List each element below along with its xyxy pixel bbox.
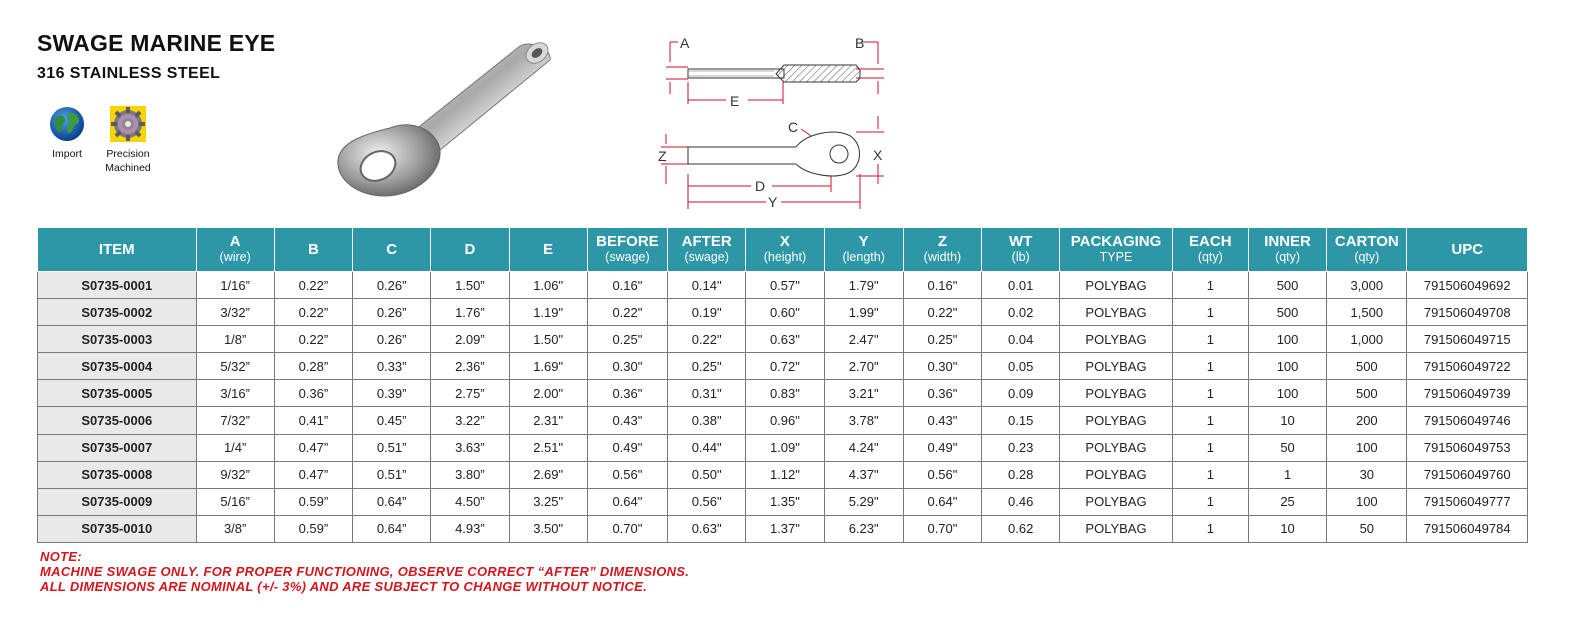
table-cell: 1.06" [509, 272, 587, 299]
table-cell: 791506049708 [1407, 299, 1528, 326]
table-cell: 50 [1248, 434, 1326, 461]
item-number-cell: S0735-0008 [38, 461, 197, 488]
note-heading: NOTE: [40, 549, 82, 564]
column-header-label: INNER [1264, 233, 1311, 250]
table-cell: 0.26” [353, 299, 431, 326]
table-cell: 30 [1327, 461, 1407, 488]
item-number-cell: S0735-0003 [38, 326, 197, 353]
column-header [38, 228, 197, 272]
table-cell: 25 [1248, 488, 1326, 515]
table-cell: 0.15 [982, 407, 1060, 434]
table-cell: POLYBAG [1060, 353, 1172, 380]
table-cell: 1 [1172, 380, 1248, 407]
column-header-sublabel: (height) [763, 250, 807, 264]
note-block [40, 549, 689, 594]
table-cell: 0.26” [353, 326, 431, 353]
table-cell: 0.64” [353, 515, 431, 542]
column-header-label: C [386, 240, 398, 258]
table-cell: 791506049746 [1407, 407, 1528, 434]
table-cell: 100 [1248, 380, 1326, 407]
column-header-label: A [229, 233, 241, 250]
column-header-sublabel: (qty) [1197, 250, 1223, 264]
table-cell: POLYBAG [1060, 326, 1172, 353]
column-header-sublabel: (qty) [1275, 250, 1301, 264]
table-cell: 1 [1172, 515, 1248, 542]
gear-icon [110, 106, 146, 142]
column-header [509, 228, 587, 272]
table-cell: 0.22" [903, 299, 981, 326]
table-cell: 0.56" [903, 461, 981, 488]
table-cell: 0.44" [668, 434, 746, 461]
table-cell: 0.64" [587, 488, 667, 515]
table-cell: 1/16” [196, 272, 274, 299]
column-header-sublabel: (lb) [1011, 250, 1030, 264]
column-header-sublabel: (length) [842, 250, 885, 264]
table-row [38, 326, 1528, 353]
table-cell: 2.75” [431, 380, 509, 407]
column-header-label: BEFORE [596, 233, 659, 250]
table-cell: 1 [1172, 407, 1248, 434]
table-cell: 0.19" [668, 299, 746, 326]
table-cell: 5/16” [196, 488, 274, 515]
table-cell: 1.35" [746, 488, 824, 515]
table-cell: 1.09" [746, 434, 824, 461]
label-z: Z [658, 148, 667, 164]
table-cell: 2.51" [509, 434, 587, 461]
table-cell: 0.33” [353, 353, 431, 380]
table-cell: POLYBAG [1060, 461, 1172, 488]
column-header-sublabel: (swage) [684, 250, 729, 264]
table-cell: 3/32” [196, 299, 274, 326]
table-cell: 1,500 [1327, 299, 1407, 326]
page-subtitle: 316 STAINLESS STEEL [37, 65, 221, 82]
table-cell: 1.76” [431, 299, 509, 326]
column-header [1407, 228, 1528, 272]
table-cell: 1.19" [509, 299, 587, 326]
table-cell: 0.51” [353, 461, 431, 488]
column-header [587, 228, 667, 272]
column-header [196, 228, 274, 272]
table-cell: 2.47" [824, 326, 903, 353]
table-cell: 791506049692 [1407, 272, 1528, 299]
table-cell: 2.70" [824, 353, 903, 380]
table-cell: 2.36” [431, 353, 509, 380]
label-b: B [855, 35, 865, 51]
table-cell: 0.09 [982, 380, 1060, 407]
column-header-label: Y [858, 233, 869, 250]
table-cell: 0.22” [274, 272, 352, 299]
column-header-label: CARTON [1334, 233, 1399, 250]
column-header [668, 228, 746, 272]
table-cell: POLYBAG [1060, 380, 1172, 407]
item-number-cell: S0735-0001 [38, 272, 197, 299]
dimension-diagram [656, 34, 896, 214]
table-cell: 0.64" [903, 488, 981, 515]
table-cell: 100 [1327, 488, 1407, 515]
table-cell: 0.50" [668, 461, 746, 488]
item-number-cell: S0735-0005 [38, 380, 197, 407]
column-header-label: ITEM [98, 240, 135, 258]
table-cell: 500 [1327, 353, 1407, 380]
item-number-cell: S0735-0009 [38, 488, 197, 515]
column-header-sublabel: (qty) [1354, 250, 1380, 264]
column-header-label: X [779, 233, 790, 250]
column-header [824, 228, 903, 272]
table-cell: 0.14" [668, 272, 746, 299]
table-cell: 500 [1248, 272, 1326, 299]
table-cell: 1,000 [1327, 326, 1407, 353]
column-header-label: WT [1009, 233, 1033, 250]
table-cell: POLYBAG [1060, 488, 1172, 515]
table-cell: 1.12" [746, 461, 824, 488]
table-cell: 0.46 [982, 488, 1060, 515]
column-header [1327, 228, 1407, 272]
table-cell: 1.69" [509, 353, 587, 380]
table-cell: 2.69" [509, 461, 587, 488]
import-badge [42, 106, 92, 161]
table-cell: 791506049777 [1407, 488, 1528, 515]
globe-icon [49, 106, 85, 142]
table-cell: 1/4” [196, 434, 274, 461]
item-number-cell: S0735-0006 [38, 407, 197, 434]
column-header-label: D [464, 240, 476, 258]
table-cell: 1/8” [196, 326, 274, 353]
table-cell: 0.04 [982, 326, 1060, 353]
table-row [38, 407, 1528, 434]
table-cell: 0.39” [353, 380, 431, 407]
table-cell: 1 [1172, 272, 1248, 299]
table-cell: 0.16" [903, 272, 981, 299]
table-cell: 0.25" [668, 353, 746, 380]
table-cell: 0.96" [746, 407, 824, 434]
table-cell: 0.01 [982, 272, 1060, 299]
table-cell: 3.21" [824, 380, 903, 407]
label-d: D [755, 178, 766, 194]
table-cell: 3,000 [1327, 272, 1407, 299]
table-cell: 791506049722 [1407, 353, 1528, 380]
column-header [746, 228, 824, 272]
table-cell: 2.09” [431, 326, 509, 353]
table-cell: 1.50" [509, 326, 587, 353]
table-cell: 3.25" [509, 488, 587, 515]
table-cell: 100 [1327, 434, 1407, 461]
item-number-cell: S0735-0007 [38, 434, 197, 461]
table-cell: 100 [1248, 353, 1326, 380]
page-title: SWAGE MARINE EYE [37, 30, 276, 56]
table-cell: 500 [1248, 299, 1326, 326]
table-cell: 50 [1327, 515, 1407, 542]
table-cell: 0.41” [274, 407, 352, 434]
column-header-sublabel: TYPE [1099, 250, 1133, 264]
table-cell: 791506049715 [1407, 326, 1528, 353]
table-cell: 0.36” [274, 380, 352, 407]
table-cell: 1.79" [824, 272, 903, 299]
table-cell: 9/32” [196, 461, 274, 488]
precision-label: Precision Machined [105, 148, 151, 174]
table-cell: 5.29" [824, 488, 903, 515]
column-header [431, 228, 509, 272]
table-cell: 3.80” [431, 461, 509, 488]
table-row [38, 272, 1528, 299]
table-row [38, 380, 1528, 407]
table-cell: 0.51” [353, 434, 431, 461]
table-cell: 10 [1248, 515, 1326, 542]
table-cell: 1 [1172, 461, 1248, 488]
table-cell: 1 [1172, 353, 1248, 380]
table-cell: 0.59” [274, 488, 352, 515]
column-header [903, 228, 981, 272]
table-cell: 1.50” [431, 272, 509, 299]
table-cell: 0.28” [274, 353, 352, 380]
table-cell: 0.30" [587, 353, 667, 380]
table-cell: 0.22” [274, 326, 352, 353]
table-cell: 5/32” [196, 353, 274, 380]
table-cell: 4.37" [824, 461, 903, 488]
table-cell: 3/16” [196, 380, 274, 407]
table-cell: 1.37" [746, 515, 824, 542]
table-cell: 0.05 [982, 353, 1060, 380]
column-header [274, 228, 352, 272]
table-cell: 3.63” [431, 434, 509, 461]
table-cell: 0.72" [746, 353, 824, 380]
column-header [1248, 228, 1326, 272]
note-line-2: ALL DIMENSIONS ARE NOMINAL (+/- 3%) AND ARE SUBJECT TO CHANGE WITHOUT NOTICE. [40, 579, 648, 594]
table-header-row [38, 228, 1528, 272]
table-cell: 0.57" [746, 272, 824, 299]
table-cell: 0.64” [353, 488, 431, 515]
table-cell: 0.25" [587, 326, 667, 353]
table-cell: 0.70" [903, 515, 981, 542]
table-row [38, 299, 1528, 326]
column-header-sublabel: (swage) [605, 250, 650, 264]
table-cell: 0.31" [668, 380, 746, 407]
table-cell: 1 [1172, 488, 1248, 515]
item-number-cell: S0735-0002 [38, 299, 197, 326]
table-cell: 1 [1172, 326, 1248, 353]
table-cell: 4.50” [431, 488, 509, 515]
item-number-cell: S0735-0010 [38, 515, 197, 542]
table-cell: 6.23" [824, 515, 903, 542]
table-cell: 791506049784 [1407, 515, 1528, 542]
table-cell: 0.45” [353, 407, 431, 434]
table-cell: 0.70" [587, 515, 667, 542]
table-cell: 0.56" [668, 488, 746, 515]
precision-badge [96, 106, 160, 175]
table-cell: 7/32” [196, 407, 274, 434]
table-cell: POLYBAG [1060, 515, 1172, 542]
label-x: X [873, 147, 883, 163]
label-y: Y [768, 194, 778, 210]
column-header-sublabel: (width) [923, 250, 962, 264]
table-cell: 0.30" [903, 353, 981, 380]
swage-eye-photo [330, 38, 560, 208]
table-cell: 0.43" [903, 407, 981, 434]
label-e: E [730, 93, 740, 109]
table-cell: 1 [1172, 299, 1248, 326]
table-cell: POLYBAG [1060, 434, 1172, 461]
table-cell: 2.31" [509, 407, 587, 434]
column-header-label: UPC [1451, 240, 1484, 258]
table-row [38, 434, 1528, 461]
column-header-sublabel: (wire) [219, 250, 251, 264]
specs-table [37, 227, 1528, 543]
column-header [353, 228, 431, 272]
column-header-label: Z [937, 233, 948, 250]
table-cell: POLYBAG [1060, 299, 1172, 326]
table-cell: POLYBAG [1060, 407, 1172, 434]
table-cell: 0.56" [587, 461, 667, 488]
table-cell: 0.28 [982, 461, 1060, 488]
import-label: Import [52, 148, 82, 160]
table-cell: 791506049760 [1407, 461, 1528, 488]
table-cell: 1 [1172, 434, 1248, 461]
label-a: A [680, 35, 690, 51]
column-header-label: AFTER [681, 233, 732, 250]
table-cell: 0.22" [587, 299, 667, 326]
column-header-label: E [543, 240, 554, 258]
table-cell: 1.99" [824, 299, 903, 326]
table-cell: 2.00" [509, 380, 587, 407]
label-c: C [788, 119, 799, 135]
table-cell: 3.78" [824, 407, 903, 434]
table-cell: 10 [1248, 407, 1326, 434]
table-cell: 100 [1248, 326, 1326, 353]
table-cell: 4.24" [824, 434, 903, 461]
table-row [38, 461, 1528, 488]
table-cell: 500 [1327, 380, 1407, 407]
item-number-cell: S0735-0004 [38, 353, 197, 380]
table-cell: 3.50" [509, 515, 587, 542]
table-cell: 0.49" [903, 434, 981, 461]
table-cell: 0.59” [274, 515, 352, 542]
table-row [38, 488, 1528, 515]
table-cell: 3/8” [196, 515, 274, 542]
table-cell: 0.38" [668, 407, 746, 434]
table-cell: 0.22" [668, 326, 746, 353]
table-cell: 0.02 [982, 299, 1060, 326]
table-cell: 0.63" [668, 515, 746, 542]
table-cell: 0.43" [587, 407, 667, 434]
table-row [38, 353, 1528, 380]
table-cell: 0.83" [746, 380, 824, 407]
table-cell: 0.63" [746, 326, 824, 353]
column-header-label: PACKAGING [1070, 233, 1162, 250]
table-cell: 0.47” [274, 461, 352, 488]
table-cell: 0.47” [274, 434, 352, 461]
table-cell: 200 [1327, 407, 1407, 434]
table-body [38, 272, 1528, 543]
table-cell: 3.22” [431, 407, 509, 434]
table-cell: 791506049739 [1407, 380, 1528, 407]
table-cell: 0.22” [274, 299, 352, 326]
table-cell: 0.36" [587, 380, 667, 407]
table-cell: 1 [1248, 461, 1326, 488]
table-cell: 4.93” [431, 515, 509, 542]
table-cell: POLYBAG [1060, 272, 1172, 299]
table-cell: 791506049753 [1407, 434, 1528, 461]
table-cell: 0.16" [587, 272, 667, 299]
column-header [1060, 228, 1172, 272]
table-row [38, 515, 1528, 542]
table-cell: 0.49" [587, 434, 667, 461]
table-cell: 0.26” [353, 272, 431, 299]
column-header [982, 228, 1060, 272]
table-cell: 0.23 [982, 434, 1060, 461]
note-line-1: MACHINE SWAGE ONLY. FOR PROPER FUNCTIONING, OBSERVE CORRECT “AFTER” DIMENSIONS. [40, 564, 690, 579]
table-cell: 0.36" [903, 380, 981, 407]
column-header-label: EACH [1189, 233, 1232, 250]
column-header [1172, 228, 1248, 272]
column-header-label: B [307, 240, 319, 258]
table-cell: 0.60" [746, 299, 824, 326]
table-cell: 0.62 [982, 515, 1060, 542]
table-cell: 0.25" [903, 326, 981, 353]
